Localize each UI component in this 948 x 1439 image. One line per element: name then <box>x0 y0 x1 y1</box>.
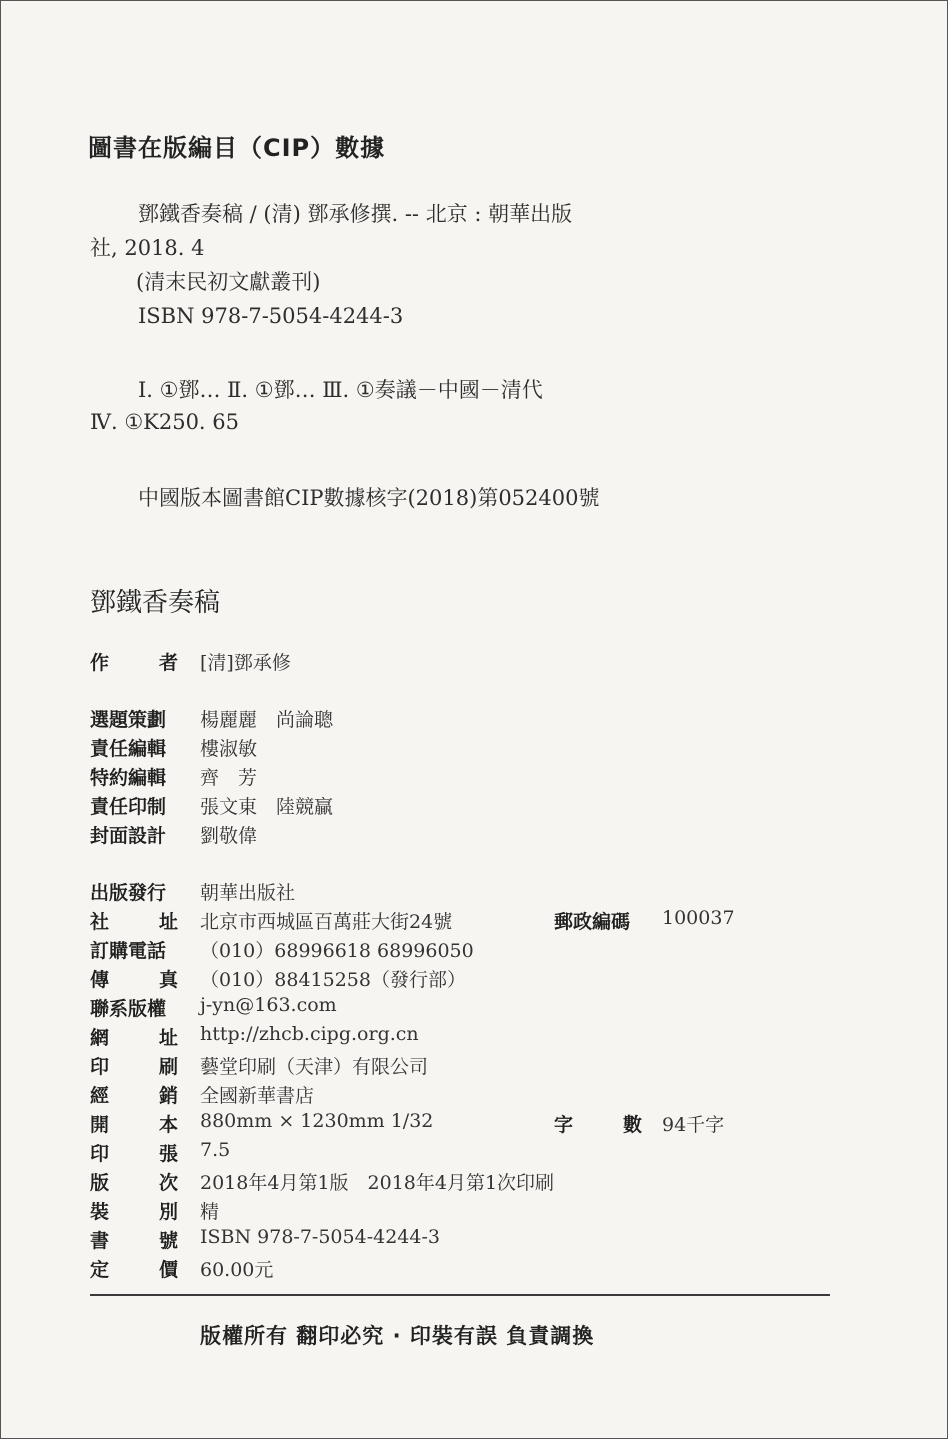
phone-value: （010）68996618 68996050 <box>200 940 474 962</box>
credit-value: 楊麗麗 尚論聰 <box>200 709 334 731</box>
copyright-contact-value: j-yn@163.com <box>200 994 337 1016</box>
format-value: 880mm × 1230mm 1/32 <box>200 1110 434 1132</box>
cip-line-2: 社, 2018. 4 <box>90 236 205 260</box>
edition-label: 版 次 <box>90 1172 178 1194</box>
book-number-label: 書 號 <box>90 1230 178 1252</box>
cip-line-3: (清末民初文獻叢刊) <box>136 270 321 294</box>
credit-label: 責任編輯 <box>90 738 167 760</box>
postcode-label: 郵政編碼 <box>554 911 631 933</box>
postcode-value: 100037 <box>662 907 735 929</box>
fax-value: （010）88415258（發行部） <box>200 969 466 991</box>
binding-label: 裝 別 <box>90 1201 178 1223</box>
book-title: 鄧鐵香奏稿 <box>90 588 221 618</box>
price-label: 定 價 <box>90 1259 178 1281</box>
credit-value: 齊 芳 <box>200 767 258 789</box>
word-count-label: 字 數 <box>554 1114 642 1136</box>
copyright-contact-label: 聯系版權 <box>90 998 167 1020</box>
cip-line-1: 鄧鐵香奏稿 / (清) 鄧承修撰. -- 北京 : 朝華出版 <box>138 202 573 226</box>
credit-label: 特約編輯 <box>90 767 167 789</box>
cip-line-5: Ⅰ. ①鄧… Ⅱ. ①鄧… Ⅲ. ①奏議－中國－清代 <box>138 378 543 402</box>
credit-label: 選題策劃 <box>90 709 167 731</box>
divider-rule <box>90 1294 830 1296</box>
printer-label: 印 刷 <box>90 1056 178 1078</box>
website-value: http://zhcb.cipg.org.cn <box>200 1023 419 1045</box>
cip-heading: 圖書在版編目（CIP）數據 <box>88 134 386 162</box>
word-count-value: 94千字 <box>662 1114 725 1136</box>
credit-label: 責任印制 <box>90 796 167 818</box>
address-value: 北京市西城區百萬莊大街24號 <box>200 911 453 933</box>
cip-line-7: 中國版本圖書館CIP數據核字(2018)第052400號 <box>138 486 600 510</box>
credit-value: 劉敬偉 <box>200 825 258 847</box>
credit-value: 張文東 陸競贏 <box>200 796 334 818</box>
distributor-value: 全國新華書店 <box>200 1085 315 1107</box>
price-value: 60.00元 <box>200 1259 274 1281</box>
credit-label: 封面設計 <box>90 825 167 847</box>
fax-label: 傳 真 <box>90 969 178 991</box>
distributor-label: 經 銷 <box>90 1085 178 1107</box>
format-label: 開 本 <box>90 1114 178 1136</box>
book-number-value: ISBN 978-7-5054-4244-3 <box>200 1226 440 1248</box>
credit-value: 樓淑敏 <box>200 738 258 760</box>
cip-line-4: ISBN 978-7-5054-4244-3 <box>138 304 404 328</box>
edition-value: 2018年4月第1版 2018年4月第1次印刷 <box>200 1172 555 1194</box>
author-label: 作 者 <box>90 652 178 674</box>
publisher-value: 朝華出版社 <box>200 882 296 904</box>
phone-label: 訂購電話 <box>90 940 167 962</box>
address-label: 社 址 <box>90 911 178 933</box>
rights-notice: 版權所有 翻印必究 · 印裝有誤 負責調換 <box>200 1324 595 1348</box>
printer-value: 藝堂印刷（天津）有限公司 <box>200 1056 429 1078</box>
sheets-label: 印 張 <box>90 1143 178 1165</box>
cip-line-6: Ⅳ. ①K250. 65 <box>90 410 239 434</box>
binding-value: 精 <box>200 1201 220 1223</box>
website-label: 網 址 <box>90 1027 178 1049</box>
publisher-label: 出版發行 <box>90 882 167 904</box>
address-row <box>90 907 850 933</box>
author-value: [清]鄧承修 <box>200 652 291 674</box>
format-row <box>90 1110 850 1136</box>
sheets-value: 7.5 <box>200 1139 231 1161</box>
